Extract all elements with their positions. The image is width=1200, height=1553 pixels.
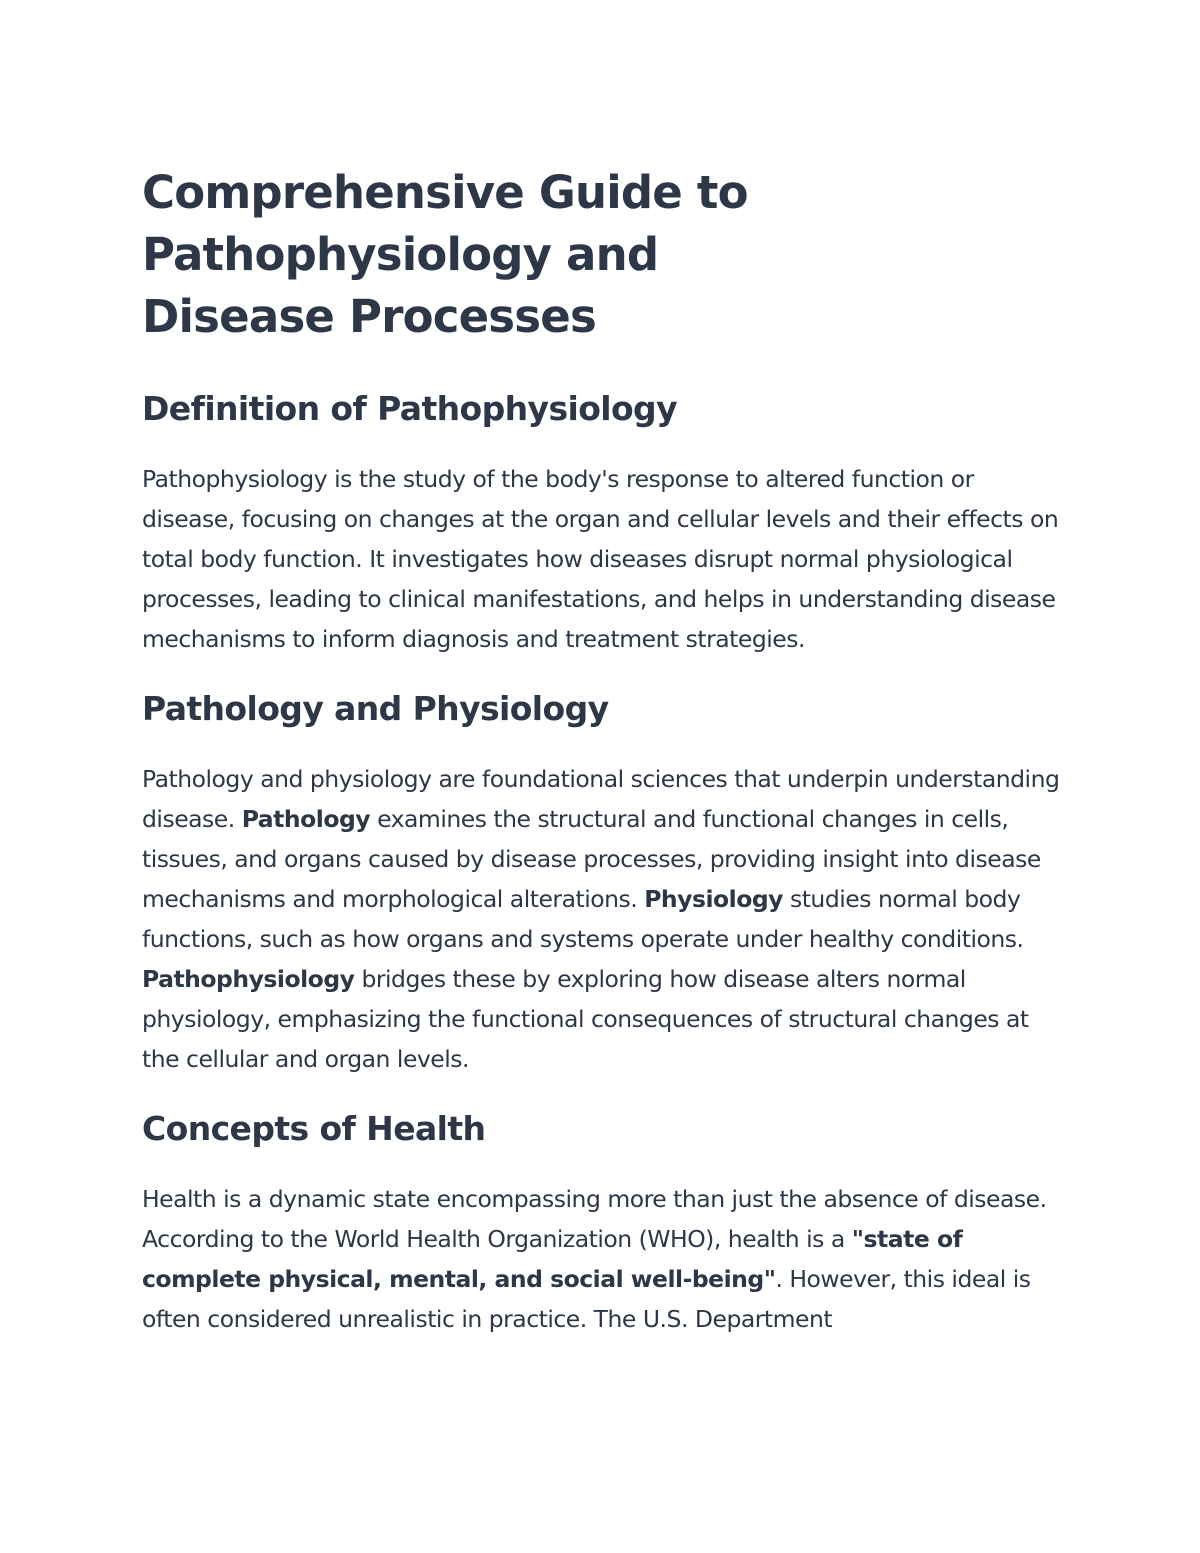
page-title: Comprehensive Guide to Pathophysiology and Disease Processes [142,166,748,343]
text-run: examines the structural and functional changes in cells, tissues, and organs caused by disease processes, providing insight into disease mechanisms and morphological alterations. [142,805,1041,913]
text-run: Pathology and physiology are foundational sciences that underpin understanding disease. [142,765,1060,833]
text-run: Health is a dynamic state encompassing more than just the absence of disease. According to the World Health Organization (WHO), health is a [142,1185,1047,1253]
section-heading-definition: Definition of Pathophysiology [142,389,677,428]
bold-term-physiology: Physiology [644,885,783,913]
bold-term-pathology: Pathology [241,805,371,833]
text-run: bridges these by exploring how disease alters normal physiology, emphasizing the functional consequences of structural changes at the cellular and organ levels. [142,965,1029,1073]
bold-quote-who-definition: "state of complete physical, mental, and social well-being" [142,1225,963,1293]
section-paragraph-definition: Pathophysiology is the study of the body's response to altered function or disease, focusing on changes at the organ and cellular levels and their effects on total body function. It investigates how diseases disrupt normal physiological processes, leading to clinical manifestations, and helps in understanding disease mechanisms to inform diagnosis and treatment strategies. [142,465,1059,653]
bold-term-pathophysiology: Pathophysiology [142,965,355,993]
section-heading-pathology-physiology: Pathology and Physiology [142,689,609,728]
text-run: . However, this ideal is often considered unrealistic in practice. The U.S. Department [142,1265,1031,1333]
text-run: studies normal body functions, such as how organs and systems operate under healthy conditions. [142,885,1024,953]
section-paragraph-pathology-physiology [142,759,1072,1079]
section-heading-concepts-of-health: Concepts of Health [142,1109,486,1148]
section-paragraph-concepts-of-health [142,1179,1072,1339]
document-page [142,162,1072,1339]
